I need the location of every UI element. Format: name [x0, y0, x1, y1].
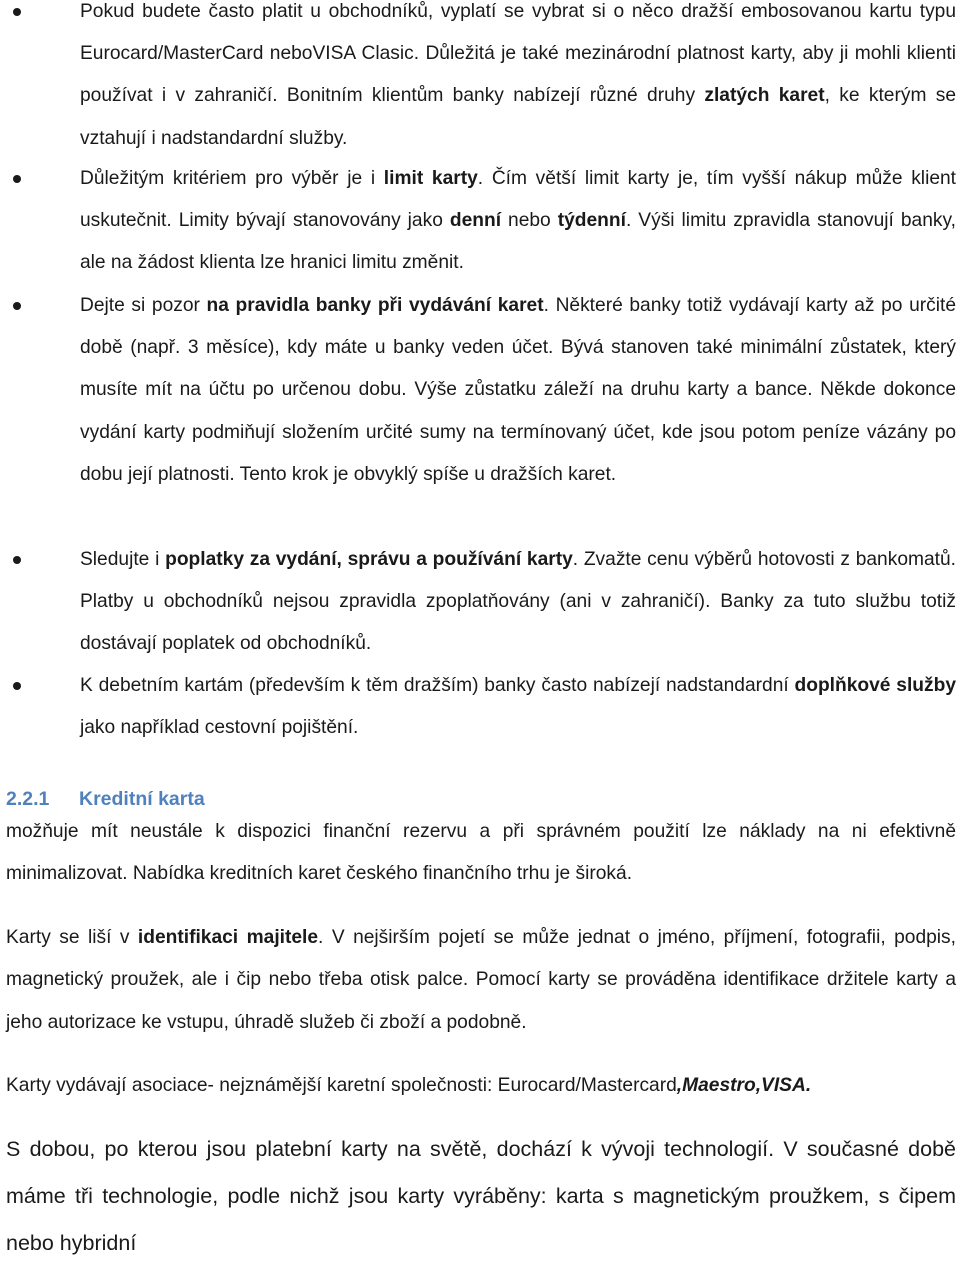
item-text: . Výši limitu zpravidla stanovují banky, ale na žádost klienta lze hranici limitu změnit.	[80, 210, 956, 274]
item-text: ji mohli klienti používat i v zahraničí. Bonitním klientům banky nabízejí různé druhy	[80, 43, 956, 107]
paragraph	[6, 1126, 956, 1267]
item-text: Dejte si pozor	[80, 295, 207, 316]
item-text: , ke kterým se vztahují i nadstandardní služby.	[80, 85, 957, 149]
item-text: Důležitým kritériem pro výběr je i	[80, 168, 384, 189]
paragraph	[6, 1065, 956, 1107]
item-emphasis: poplatky za vydání, správu a používání karty	[165, 549, 573, 570]
section-title: Kreditní karta	[79, 788, 205, 810]
item-text: . Některé banky totiž vydávají karty až po určité době (např. 3 měsíce), kdy máte u banky veden účet. Bývá stanoven také minimální zůstatek, který musíte mít na účtu po určenou dobu. Výše zůstatku záleží na druhu karty a bance. Někde dokonce vydání karty podmiňují složením určité sumy na termínovaný účet, kde jsou potom peníze vázány po dobu její platnosti. Tento krok je obvyklý spíše u dražších karet.	[80, 295, 957, 485]
paragraph-text: možňuje mít neustále k dispozici finanční rezervu a při správném použití lze náklady na ni efektivně minimalizovat. Nabídka kreditních karet českého finančního trhu je široká.	[6, 821, 956, 885]
item-emphasis: na pravidla banky při vydávání karet	[206, 295, 544, 316]
bullet-icon	[13, 8, 21, 16]
item-emphasis: limit karty	[383, 168, 478, 189]
item-text: . Čím větší limit karty je, tím vyšší nákup může klient uskutečnit. Limity bývají stanovovány jako	[80, 168, 957, 232]
paragraph-text: . V nejširším pojetí se může jednat o jméno, příjmení, fotografii, podpis, magnetický proužek, ale i čip nebo třeba otisk palce. Pomocí karty se prováděna identifikace držitele karty a jeho autorizace ke vstupu, úhradě služeb či zboží a podobně.	[6, 927, 956, 1033]
item-emphasis: doplňkové služby	[794, 675, 956, 696]
paragraph-text: S dobou, po kterou jsou platební karty na světě, dochází k vývoji technologií. V současné době máme tři technologie, podle nichž jsou karty vyráběny: karta s magnetickým proužkem, s čipem nebo hybridní	[6, 1137, 956, 1255]
section-number: 2.2.1	[6, 788, 50, 810]
item-emphasis: týdenní	[557, 210, 626, 232]
item-emphasis: zlatých karet	[704, 85, 825, 107]
list-item	[80, 665, 956, 749]
paragraph	[6, 811, 956, 896]
list-item	[80, 539, 956, 666]
bullet-icon	[13, 175, 21, 183]
item-text: nebo	[501, 210, 558, 232]
paragraph-emphasis: identifikaci majitele	[137, 927, 319, 948]
item-text: Sledujte i	[80, 549, 166, 570]
list-item	[80, 285, 956, 496]
paragraph-text: Karty vydávají asociace- nejznámější karetní společnosti: Eurocard/Mastercard	[6, 1075, 677, 1096]
item-text: K debetním kartám (především k těm dražším) banky často nabízejí nadstandardní	[80, 675, 795, 696]
item-text: Pokud budete často platit u obchodníků, vyplatí se vybrat si o něco dražší embosovanou kartu typu Eurocard/MasterCard neboVISA Clasic. Důležitá je také mezinárodní platnost karty, aby	[80, 1, 956, 65]
item-text: . Zvažte cenu výběrů hotovosti z bankomatů. Platby u obchodníků nejsou zpravidla zpoplatňovány (ani v zahraničí). Banky za tuto službu totiž dostávají poplatek od obchodníků.	[80, 549, 956, 655]
bullet-icon	[13, 556, 21, 564]
paragraph-emphasis: ,Maestro,VISA.	[676, 1075, 812, 1096]
bullet-icon	[13, 682, 21, 690]
paragraph-text: Karty se liší v	[6, 927, 138, 948]
list-item	[80, 158, 956, 285]
item-emphasis: denní	[449, 210, 502, 232]
item-text: jako například cestovní pojištění.	[80, 717, 359, 739]
section-heading	[6, 788, 205, 811]
paragraph	[6, 917, 956, 1044]
list-item	[80, 0, 956, 160]
bullet-icon	[13, 302, 21, 310]
